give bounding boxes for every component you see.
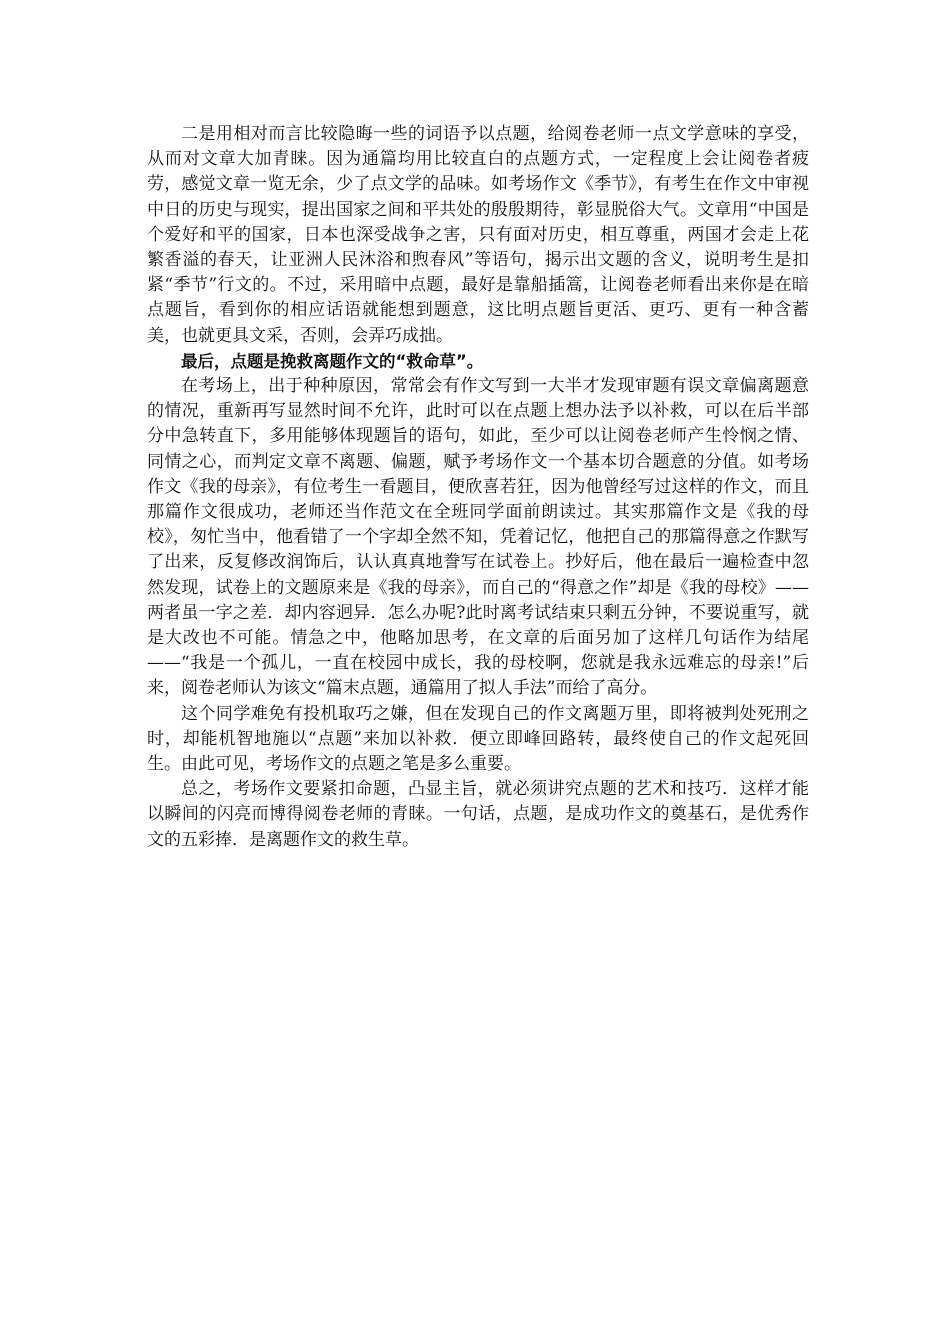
document-body [147,122,809,853]
paragraph-analysis: 这个同学难免有投机取巧之嫌，但在发现自己的作文离题万里，即将被判处死刑之时，却能机智地施以“点题”来加以补救．便立即峰回路转，最终使自己的作文起死回生。由此可见，考场作文的点题之笔是多么重要。 [147,703,809,775]
paragraph-conclusion: 总之，考场作文要紧扣命题，凸显主旨，就必须讲究点题的艺术和技巧．这样才能以瞬间的闪亮而博得阅卷老师的青睐。一句话，点题，是成功作文的奠基石，是优秀作文的五彩捧．是离题作文的救生草。 [147,779,809,850]
paragraph-exam-example: 在考场上，出于种种原因，常常会有作文写到一大半才发现审题有误文章偏离题意的情况，重新再写显然时间不允许，此时可以在点题上想办法予以补救，可以在后半部分中急转直下，多用能够体现题旨的语句，如此，至少可以让阅卷老师产生怜悯之情、同情之心，而判定文章不离题、偏题，赋予考场作文一个基本切合题意的分值。如考场作文《我的母亲》，有位考生一看题目，便欣喜若狂，因为他曾经写过这样的作文，而且那篇作文很成功，老师还当作范文在全班同学面前朗读过。其实那篇作文是《我的母校》，匆忙当中，他看错了一个字却全然不知，凭着记忆，他把自己的那篇得意之作默写了出来，反复修改润饰后，认认真真地誊写在试卷上。抄好后，他在最后一遍检查中忽然发现，试卷上的文题原来是《我的母亲》，而自己的“得意之作”却是《我的母校》——两者虽一字之差．却内容迥异．怎么办呢?此时离考试结束只剩五分钟，不要说重写，就是大改也不可能。情急之中，他略加思考，在文章的后面另加了这样几句话作为结尾——“我是一个孤儿，一直在校园中成长，我的母校啊，您就是我永远难忘的母亲!”后来，阅卷老师认为该文“篇末点题，通篇用了拟人手法”而给了高分。 [147,376,809,699]
paragraph-implicit-topic: 二是用相对而言比较隐晦一些的词语予以点题，给阅卷老师一点文学意味的享受，从而对文章大加青睐。因为通篇均用比较直白的点题方式，一定程度上会让阅卷者疲劳，感觉文章一览无余，少了点文学的品味。如考场作文《季节》，有考生在作文中审视中日的历史与现实，提出国家之间和平共处的殷殷期待，彰显脱俗大气。文章用“中国是个爱好和平的国家，日本也深受战争之害，只有面对历史，相互尊重，两国才会走上花繁香溢的春天，让亚洲人民沐浴和煦春风”等语句，揭示出文题的含义，说明考生是扣紧“季节”行文的。不过，采用暗中点题，最好是靠船插篙，让阅卷老师看出来你是在暗点题旨，看到你的相应话语就能想到题意，这比明点题旨更活、更巧、更有一种含蓄美，也就更具文采，否则，会弄巧成拙。 [147,124,809,346]
section-heading-rescue: 最后，点题是挽救离题作文的“救命草”。 [181,351,484,371]
